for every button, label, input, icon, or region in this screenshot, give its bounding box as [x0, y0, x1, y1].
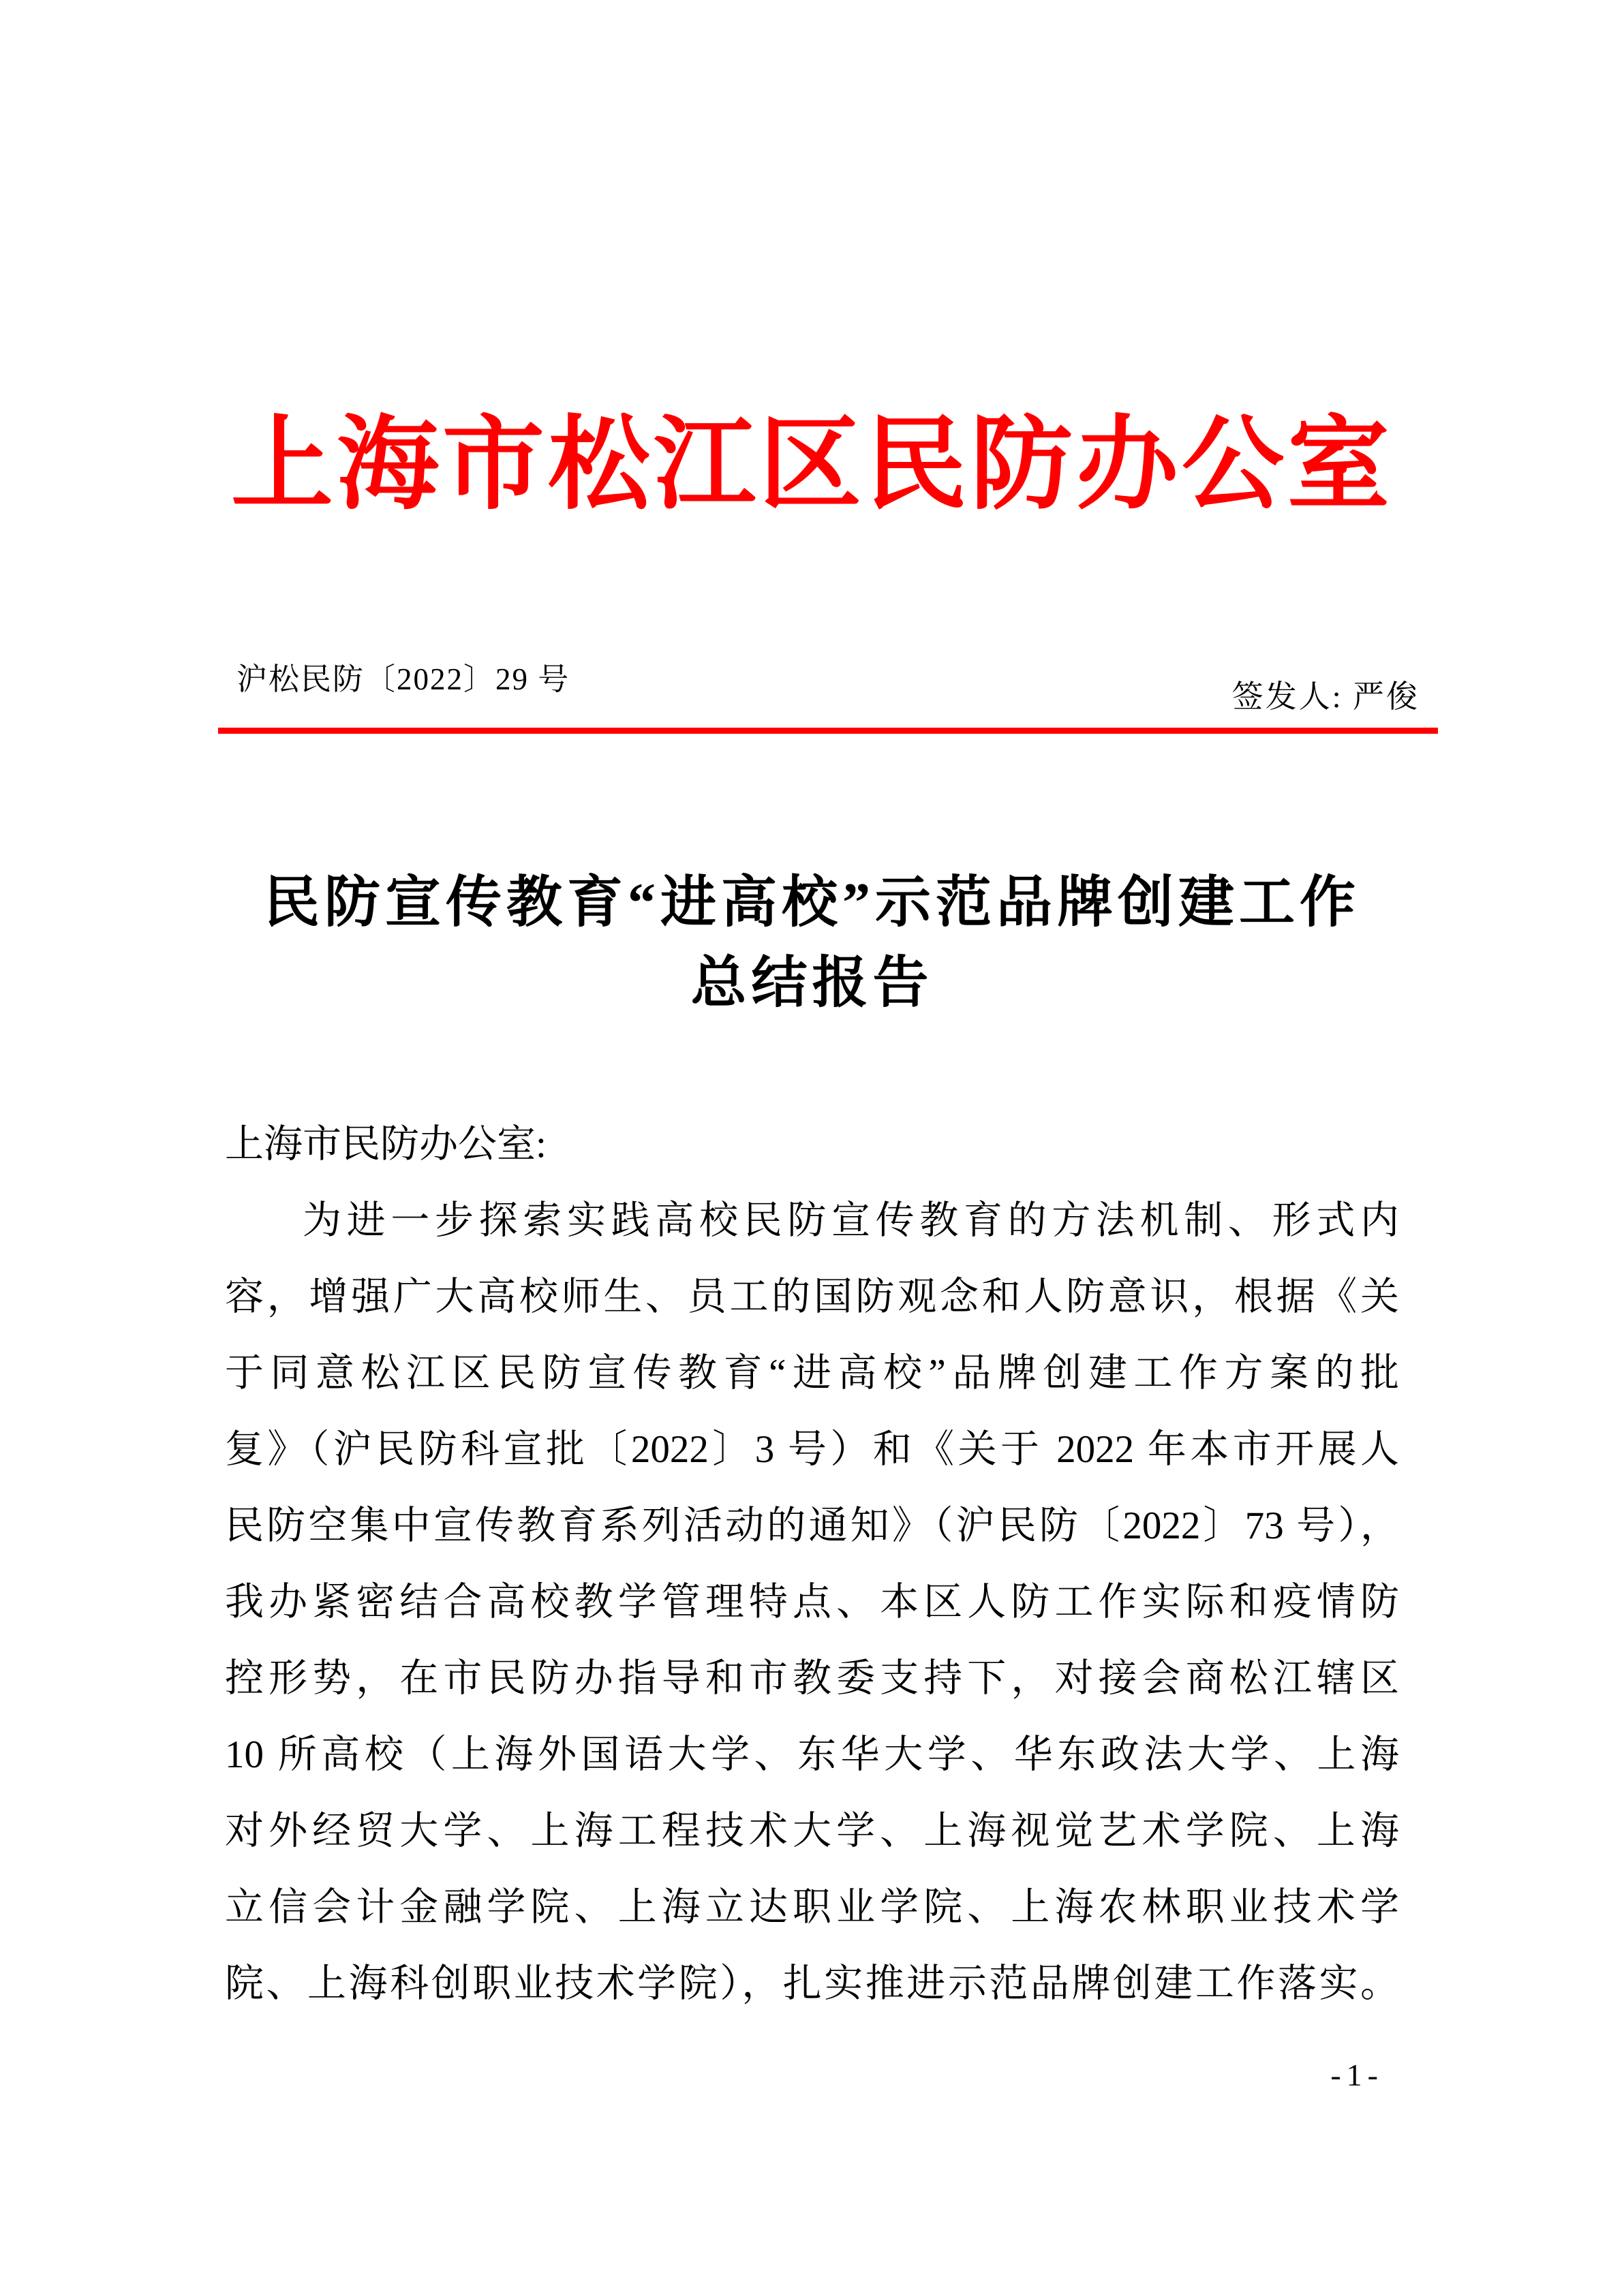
body-line: 控形势，在市民防办指导和市教委支持下，对接会商松江辖区 — [225, 1657, 1399, 1700]
body-line: 于同意松江区民防宣传教育“进高校”品牌创建工作方案的批 — [225, 1352, 1399, 1395]
signer: 签发人: 严俊 — [1231, 679, 1420, 714]
body-line: 为进一步探索实践高校民防宣传教育的方法机制、形式内 — [303, 1199, 1399, 1242]
body-line: 民防空集中宣传教育系列活动的通知》（沪民防〔2022〕73 号）， — [225, 1504, 1399, 1547]
body-line: 容，增强广大高校师生、员工的国防观念和人防意识，根据《关 — [225, 1275, 1399, 1318]
body-line: 对外经贸大学、上海工程技术大学、上海视觉艺术学院、上海 — [225, 1810, 1399, 1852]
page-number: -1- — [1330, 2058, 1383, 2092]
office-title: 上海市松江区民防办公室 — [230, 409, 1393, 522]
salutation: 上海市民防办公室: — [225, 1123, 547, 1166]
document-title-line-2: 总结报告 — [690, 952, 934, 1014]
document-meta-row — [236, 660, 1420, 717]
body-line: 立信会计金融学院、上海立达职业学院、上海农林职业技术学 — [225, 1886, 1399, 1929]
document-title — [0, 863, 1624, 1023]
red-divider-rule — [218, 728, 1438, 734]
body-line: 院、上海科创职业技术学院），扎实推进示范品牌创建工作落实。 — [225, 1962, 1399, 2005]
body-line: 复》（沪民防科宣批〔2022〕3 号）和《关于 2022 年本市开展人 — [225, 1428, 1399, 1471]
body-text — [225, 1106, 1399, 2022]
body-line: 我办紧密结合高校教学管理特点、本区人防工作实际和疫情防 — [225, 1581, 1399, 1624]
body-line: 10 所高校（上海外国语大学、东华大学、华东政法大学、上海 — [225, 1733, 1399, 1776]
document-number: 沪松民防〔2022〕29 号 — [236, 662, 570, 696]
document-title-line-1: 民防宣传教育“进高校”示范品牌创建工作 — [263, 871, 1360, 933]
